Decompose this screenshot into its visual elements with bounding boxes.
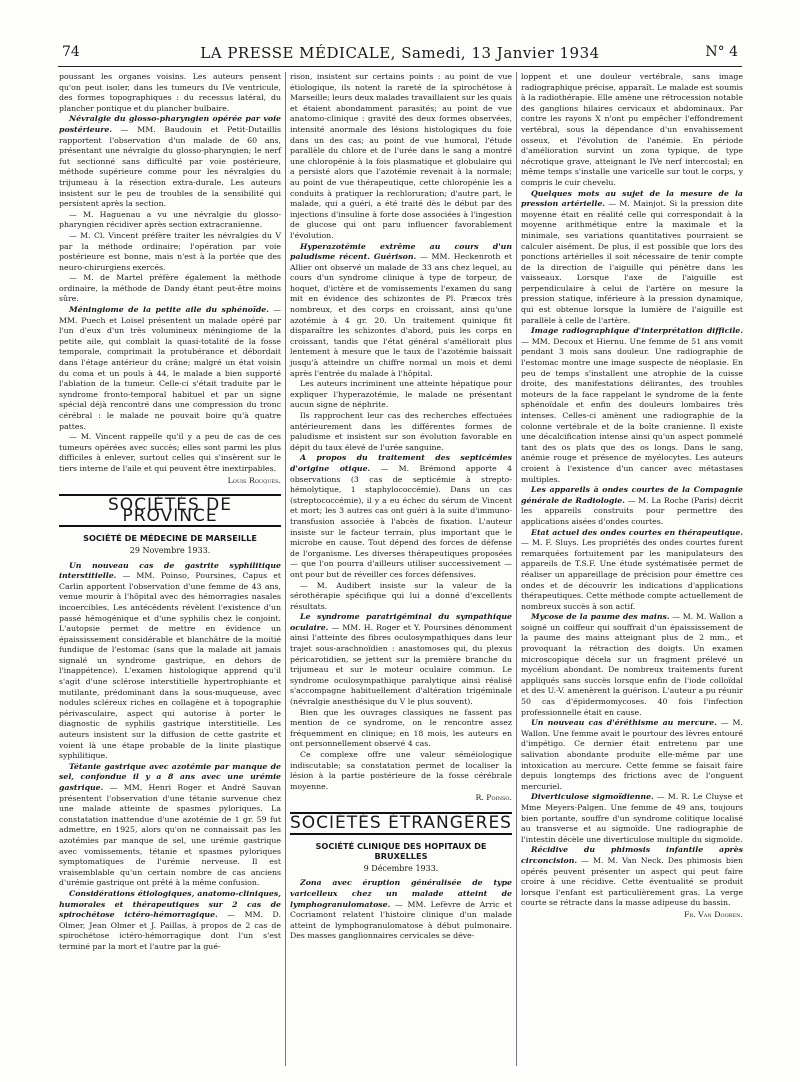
article [59, 114, 281, 209]
article-title: Etat actuel des ondes courtes en thérapeutique. [531, 527, 743, 537]
article-text: — M. R. Le Cluyse et Mme Meyers-Palgen. Une femme de 49 ans, toujours bien portante, souffre d'un syndrome colitique localisé au transverse et au sigmoïde. Une radiographie de l'intestin décèle une diverticulose multiple du sigmoïde. [521, 792, 743, 844]
article [290, 612, 512, 707]
paragraph: — M. Cl. Vincent préfère traiter les névralgies du V par la méthode ordinaire; l'opération par voie postérieure est bonne, mais n'est à la portée que des neuro-chirurgiens exercés. [59, 230, 281, 272]
column-divider [516, 72, 517, 1066]
article-title: Récidive du phimosis infantile après circoncision. [521, 845, 743, 865]
column-2 [290, 72, 512, 942]
article [521, 326, 743, 485]
article [521, 845, 743, 909]
article-text: — MM. Lefèvre de Arric et Cocriamont relatent l'histoire clinique d'un malade atteint de lymphogranulomatose à début pulmonaire. Des masses ganglionnaires cervicales se déve- [290, 899, 512, 941]
article-title: Image radiographique d'interprétation difficile. [531, 326, 743, 336]
article-title: A propos du traitement des septicémies d'origine otique. [290, 453, 512, 473]
article-title: Tétanie gastrique avec azotémie par manque de sel, confondue il y a 8 ans avec une urémie gastrique. [59, 761, 281, 792]
article-title: Diverticulose sigmoïdienne. [531, 792, 654, 802]
article [59, 305, 281, 432]
article-title: Quelques mots au sujet de la mesure de la pression artérielle. [521, 188, 743, 209]
article [290, 453, 512, 580]
article-text: — MM. Henri Roger et André Sauvan présentent l'observation d'une tétanie survenue chez une malade atteinte de spasmes pyloriques. La constatation inattendue d'une azotémie de 1 gr. 59 fut admettre, en 1925, alors qu'on ne connaissait pas les azotémies par manque de sel, une urémie gastrique avec vomissements, tétanie et spasmes pyloriques symptomatiques de l'urémie nerveuse. Il est vraisemblable qu'un certain nombre de cas anciens d'urémie gastrique ont prêté à la même confusion. [59, 783, 282, 888]
header-rule [58, 66, 742, 67]
article [59, 889, 281, 953]
article-title: Mycose de la paume des mains. [531, 612, 670, 622]
article [521, 792, 743, 845]
article-text: — MM. Baudouin et Petit-Dutaillis rapportent l'observation d'un malade de 60 ans, présentant une névralgie du glosso-pharyngien; le nerf fut sectionné sans difficulté par voie postérieure, méthode supérieure comme pour les névralgies du trijumeau à la résection extra-durale. Les auteurs insistent sur le peu de troubles de la sensibilité qui persistent après la section. [59, 124, 281, 209]
article-text: — MM. Poinso, Poursines, Capus et Carlin apportent l'observation d'une femme de 43 ans, venue mourir à l'hôpital avec des hémorragies nasales incoercibles. Les antécédents révèlent l'existence d'un passé hémogénique et d'une syphilis chez le conjoint. L'autopsie permet de mettre en évidence un épaississement considérable et blanchâtre de la moitié fundique de l'estomac (sans que la malade ait jamais signalé un syndrome gastrique, en dehors de l'inappétence). L'examen histologique apprend qu'il s'agit d'une sclérose interstitielle hypertrophiante et mutilante, prédominant dans la sous-muqueuse, avec nodules scléreux riches en collagène et à topographie périvasculaire, aspect qui autorise à porter le diagnostic de syphilis gastrique interstitielle. Les auteurs insistent sur la diffusion de cette gastrite et voient là une étape probable de la linite plastique syphilitique. [59, 571, 281, 761]
article-title: Méningiome de la petite aile du sphénoïde. [69, 305, 269, 315]
article-text: — M. La Roche (Paris) décrit les appareils construits pour permettre des applications aisées d'ondes courtes. [521, 495, 743, 526]
column-1 [59, 72, 281, 953]
section-heading: SOCIÉTÉS ÉTRANGÈRES [290, 812, 512, 833]
column-divider [285, 72, 286, 1066]
paragraph: rison, insistent sur certains points : au point de vue étiologique, ils notent la rareté de la spirochétose à Marseille; leurs deux malades travaillaient sur les quais et étaient abondamment parasités; au point de vue anatomo-clinique : gravité des deux formes observées, intensité anormale des lésions histologiques du foie dans un des cas; au point de vue humoral, l'étude parallèle du chlore et de l'urée dans le sang a montré une chloropénie à la fois plasmatique et globulaire qui a persisté alors que l'azotémie revenait à la normale; au point de vue thérapeutique, cette chloropénie les a conduits à pratiquer la rechloruration; d'autre part, le malade, qui a guéri, a été traité dès le début par des injections d'insuline à forte dose associées à l'ingestion de glucose qui ont paru influencer favorablement l'évolution. [290, 72, 512, 240]
article-text: — M. Brémond apporte 4 observations (3 cas de septicémie à strepto-hémolytique, 1 staphylococcémie). Dans un cas (streptococcémie), il y a eu échec du sérum de Vincent et mort; les 3 autres cas ont guéri à la suite d'immuno-transfusion associée à l'abcès de fixation. L'auteur insiste sur le facteur terrain, plus important que le microbe en cause. Tout dépend des forces de défense de l'organisme. Les diverses thérapeutiques proposées — que l'on pourra d'ailleurs utiliser successivement — ont pour but de réveiller ces forces défensives. [290, 463, 512, 579]
article-text: — M. Wallon. Une femme avait le pourtour des lèvres entouré d'impétigo. Ce dernier était entretenu par une salivation abondante produite elle-même par une intoxication au mercure. Cette femme se faisait faire depuis longtemps des frictions avec de l'onguent mercuriel. [521, 718, 743, 791]
paragraph: Ils rapprochent leur cas des recherches effectuées antérieurement dans les différentes formes de paludisme et insistent sur son évolution favorable en dépit du taux élevé de l'urée sanguine. [290, 411, 512, 452]
article-text: — MM. Decoux et Hiernu. Une femme de 51 ans vomit pendant 3 mois sans douleur. Une radiographie de l'estomac montre une image suspecte de néoplasie. En peu de temps s'installent une atrophie de la cuisse droite, des manifestations délirantes, des troubles moteurs de la face rappelant le syndrome de la fente sphénoïdale et enfin des douleurs lombaires très intenses. Celles-ci amènent une radiographie de la colonne vertébrale et de la boîte cranienne. Il existe une décalcification intense ainsi qu'un aspect pommelé tant des os plats que des os longs. Dans le sang, anémie rouge et présence de myélocytes. Les auteurs croient à l'existence d'un cancer avec métastases multiples. [521, 336, 743, 484]
article [59, 561, 281, 762]
paragraph: — M. Haguenau a vu une névralgie du glosso-pharyngien récidiver après section extracranienne. [59, 209, 281, 230]
article-title: Les appareils à ondes courtes de la Compagnie générale de Radiologie. [521, 485, 743, 505]
article-text: — MM. D. Olmer, Jean Olmer et J. Paillas, à propos de 2 cas de spirochétose ictéro-hémorragique dont l'un s'est terminé par la mort et l'autre par la gué- [59, 910, 281, 951]
signature: R. Poinso. [475, 793, 512, 803]
paragraph: Les auteurs incriminent une atteinte hépatique pour expliquer l'hyperazotémie, le malade ne présentant aucun signe de néphrite. [290, 379, 512, 410]
society-name: SOCIÉTÉ CLINIQUE DES HOPITAUX DE BRUXELLES [315, 840, 487, 862]
issue-number: N° 4 [705, 44, 738, 60]
paragraph: — M. de Martel préfère également la méthode ordinaire, la méthode de Dandy étant peut-être moins sûre. [59, 273, 281, 304]
signature: Fr. Van Dooren. [684, 909, 743, 919]
paragraph: Bien que les ouvrages classiques ne fassent pas mention de ce syndrome, on le rencontre assez fréquemment en clinique; en 18 mois, les auteurs en ont personnellement observé 4 cas. [290, 707, 512, 749]
signature: Louis Rouquès. [227, 475, 281, 485]
article-title: Zona avec éruption généralisée de type varicelleux chez un malade atteint de lymphogranulomatose. [290, 878, 512, 909]
article [521, 718, 743, 792]
article [521, 528, 743, 613]
article-title: Un nouveau cas d'éréthisme au mercure. [531, 718, 717, 728]
society-name: SOCIÉTÉ DE MÉDECINE DE MARSEILLE [83, 533, 257, 544]
article-title: Le syndrome paratrigéminal du sympathique oculaire. [290, 612, 512, 632]
session-date: 9 Décembre 1933. [363, 863, 439, 873]
article [521, 612, 743, 718]
section-heading: SOCIÉTÉS DE PROVINCE [59, 494, 281, 527]
article-text: — M. M. Wallon a soigné un coiffeur qui souffrait d'un épaississement de la paume des mains atteignant plus de 2 mm., et provoquant la rétraction des doigts. Un examen microscopique décela sur un fragment prélevé un mycélium abondant. De nombreux traitements furent appliqués sans succès lorsque enfin de l'iode colloïdal et des U.-V. amenèrent la guérison. L'auteur a pu réunir 50 cas d'épidermomycoses. 40 fois l'infection professionnelle était en cause. [521, 612, 743, 717]
article-text: — M. M. Van Neck. Des phimosis bien opérés peuvent présenter un aspect qui peut faire croire à une récidive. Cette éventualité se produit lorsque l'enfant est particulièrement gras. La verge courte se rétracte dans la masse adipeuse du bassin. [521, 855, 743, 908]
session-date: 29 Novembre 1933. [129, 545, 211, 555]
article [521, 189, 743, 327]
article-text: — M. F. Sluys. Les propriétés des ondes courtes furent remarquées fortuitement par les manipulateurs des appareils de T.S.F. Une étude systématisée permet de réaliser un appareillage de précision pour émettre ces ondes et de découvrir les indications d'applications thérapeutiques. Cette méthode compte actuellement de nombreux succès à son actif. [521, 538, 743, 611]
page-number: 74 [62, 44, 80, 60]
article [290, 878, 512, 942]
article-text: — MM. H. Roger et Y. Poursines dénomment ainsi l'atteinte des fibres oculosympathiques dans leur trajet sous-arachnoïdien : anastomoses qui, du plexus péricarotidien, se jettent sur la première branche du trijumeau et sur le moteur oculaire commun. Le syndrome oculosympathique paralytique ainsi réalisé s'accompagne habituellement d'altération trigéminale (névralgie anesthésique du V le plus souvent). [290, 622, 513, 707]
paragraph: — M. Vincent rappelle qu'il y a peu de cas de ces tumeurs opérées avec succès; elles sont parmi les plus difficiles à enlever, surtout celles qui s'insèrent sur le tiers interne de l'aile et qui peuvent être inextirpables. [59, 432, 281, 473]
article-title: Considérations étiologiques, anatomo-cliniques, humorales et thérapeutiques sur 2 cas de spirochétose ictéro-hémorragique. [59, 888, 281, 920]
paragraph: poussant les organes voisins. Les auteurs pensent qu'on peut isoler, dans les tumeurs du IVe ventricule, des formes topographiques : du recessus latéral, du plancher pontique et du plancher bulbaire. [59, 72, 281, 113]
paragraph: — M. Audibert insiste sur la valeur de la sérothérapie spécifique qui lui a donné d'excellents résultats. [290, 580, 512, 611]
journal-title: LA PRESSE MÉDICALE, Samedi, 13 Janvier 1934 [200, 44, 600, 62]
article-text: — MM. Heckenroth et Allier ont observé un malade de 33 ans chez lequel, au cours d'un syndrome clinique à type de torpeur, de hoquet, d'ictère et de vomissements l'examen du sang mit en évidence des schizontes de Pl. Præcox très nombreux, et des corps en croissant, ainsi qu'une azotémie à 4 gr. 20. Un traitement quinique fit disparaître les schizontes d'abord, puis les corps en croissant, tandis que l'état général s'améliorait plus lentement à mesure que le taux de l'azotémie baissait jusqu'à atteindre un chiffre normal un mois et demi après l'entrée du malade à l'hôpital. [290, 252, 512, 378]
paragraph: loppent et une douleur vertébrale, sans image radiographique précise, apparaît. Le malade est soumis à la radiothérapie. Elle amène une rétrocession notable des ganglions hilaires cervicaux et abdominaux. Par contre les rayons X n'ont pu empêcher l'effondrement vertébral, sous la dépendance d'un envahissement osseux, et l'évolution de l'anémie. En période d'amélioration survint un zona typique, de type nécrotique grave, atteignant le IVe nerf intercostal; en même temps s'installe une varicelle sur tout le corps, y compris le cuir chevelu. [521, 72, 743, 187]
page-header [62, 44, 738, 66]
article-title: Un nouveau cas de gastrite syphilitique interstitielle. [59, 560, 281, 581]
article-title: Hyperazotémie extrême au cours d'un paludisme récent. Guérison. [290, 241, 512, 262]
column-3 [521, 72, 743, 925]
article [59, 762, 281, 889]
article [521, 485, 743, 527]
article-title: Névralgie du glosso-pharyngien opérée par voie postérieure. [59, 114, 281, 134]
article-text: — MM. Puech et Loisel présentent un malade opéré par l'un d'eux d'un très volumineux méningiome de la petite aile, qui comblait la quasi-totalité de la fosse temporale, comprimait la protubérance et débordait dans l'étage antérieur du crâne; malgré un état voisin du coma et un pouls à 44, le malade a bien supporté l'ablation de la tumeur. Celle-ci s'était traduite par le syndrome fronto-temporal habituel et par un signe spécial déjà rencontré dans une compression du tronc cérébral : le malade ne pouvait boire qu'à quatre pattes. [59, 305, 281, 431]
paragraph: Ce complexe offre une valeur séméiologique indiscutable; sa constatation permet de localiser la lésion à la partie postérieure de la fosse cérébrale moyenne. [290, 750, 512, 791]
article [290, 242, 512, 380]
article-text: — M. Mainjot. Si la pression dite moyenne était en réalité celle qui correspondait à la moyenne arithmétique entre la maximale et la minimale, ses variations quantitatives pourraient se calculer aisément. De plus, il est possible que lors des ponctions artérielles il soit nécessaire de tenir compte de la direction de l'aiguille qui pénètre dans les vaisseaux. Lorsque l'axe de l'aiguille est perpendiculaire à celui de l'artère on mesure la pression statique, inférieure à la pression dynamique, qui est obtenue lorsque la lumière de l'aiguille est parallèle à celle de l'artère. [521, 199, 743, 325]
